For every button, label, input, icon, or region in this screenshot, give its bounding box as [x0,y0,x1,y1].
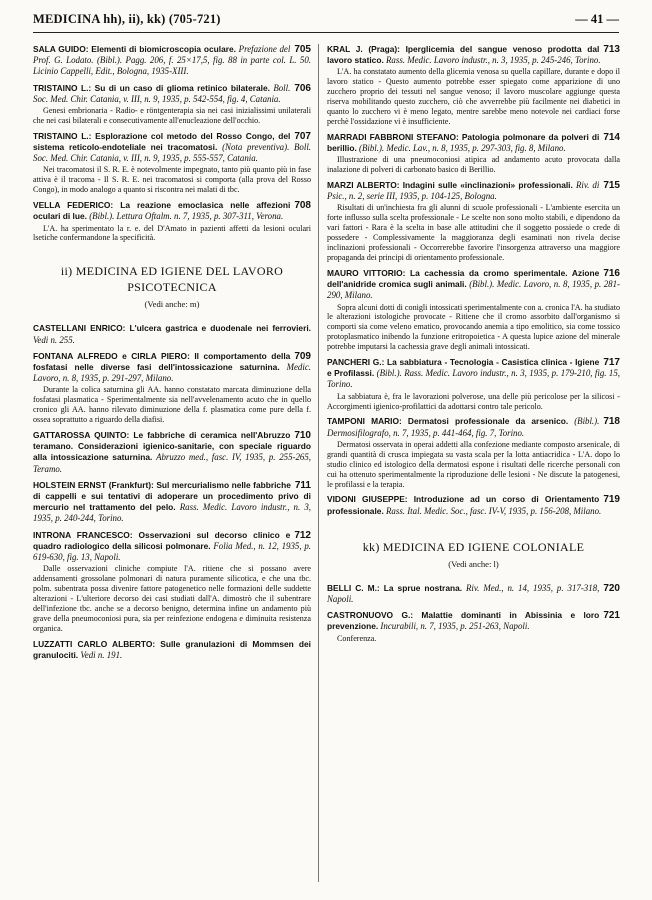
entry-title: TAMPONI MARIO: Dermatosi professionale da arsenico. [327,416,569,427]
entry-source: (Bibl.). Rass. Medic. Lavoro industr., n. 3, 1935, p. 179-210, fig. 15, Torino. [327,368,621,390]
section-heading-kk: kk) MEDICINA ED IGIENE COLONIALE [362,539,585,554]
bibliography-entry [327,610,620,643]
bibliography-entry [33,639,311,661]
entry-title: PANCHERI G.: La sabbiatura - Tecnologia - Casistica clinica - Igiene e Profilassi. [327,357,600,379]
bibliography-entry [33,131,311,195]
bibliography-entry [327,44,620,127]
bibliography-entry [33,530,311,634]
bibliography-entry [33,44,311,78]
page-header [33,12,619,32]
entry-title: FONTANA ALFREDO e CIRLA PIERO: Il comportamento della fosfatasi nelle diverse fasi dell'intossicazione saturnina. [33,350,291,372]
entry-title: INTRONA FRANCESCO: Osservazioni sul decorso clinico e quadro radiologico della silicosi polmonare. [33,529,291,551]
bibliography-entry [327,357,620,411]
bibliography-entry [327,583,620,605]
entry-title: HOLSTEIN ERNST (Frankfurt): Sul mercurialismo nelle fabbriche di cappelli e sui tentativi di adoperare un procedimento privo di mercurio nel trattamento del pelo. [33,479,311,513]
entry-source: Prefazione del Prof. G. Lodato. (Bibl.). Pagg. 206, f. 25×17,5, fig. 88 in parte col. L. 50. Licinio Cappelli, Edit., Bologna, 1935-XIII. [33,44,311,77]
right-entries-top [327,44,620,517]
header-rule [33,32,619,33]
entry-abstract: L'A. ha sperimentato la r. e. del D'Amato in pazienti affetti da lesioni oculari lsetiche confermandone la specificità. [33,223,311,243]
entry-number: 711 [294,479,311,491]
bibliography-entry [327,494,620,516]
bibliography-entry [33,351,311,425]
entry-source: Boll. Soc. Med. Chir. Catania, v. III, n. 9, 1935, p. 542-554, fig. 4, Catania. [33,82,291,104]
entry-number: 715 [603,180,620,192]
column-divider [318,44,319,882]
running-title: MEDICINA hh), ii), kk) (705-721) [33,12,221,26]
entry-source: Incurabili, n. 7, 1935, p. 251-263, Napoli. [380,621,530,632]
entry-title: BELLI C. M.: La sprue nostrana. [327,582,463,593]
section-see-also-ii: (Vedi anche: m) [144,299,200,310]
bibliography-entry [327,268,620,352]
entry-abstract: Nei tracomatosi il S. R. E. è notevolmente impegnato, tanto più quanto più in fase attiva è il tracoma - Il S. R. E. nei tracomatosi si comporta (alla prova del Rosso Congo), in modo analogo a quanto si riscontra nei malati di tbc. [33,165,311,195]
entry-number: 716 [603,267,620,279]
entry-number: 714 [603,131,620,143]
entry-title: CASTELLANI ENRICO: L'ulcera gastrica e duodenale nei ferrovieri. [33,323,311,334]
entry-title: LUZZATTI CARLO ALBERTO: Sulle granulazioni di Mommsen dei granulociti. [33,638,311,660]
entry-abstract: Conferenza. [337,633,377,643]
entry-source: (Bibl.). Medic. Lav., n. 8, 1935, p. 297-303, fig. 8, Milano. [359,143,566,154]
entry-title: TRISTAINO L.: Su di un caso di glioma retinico bilaterale. [33,82,270,93]
entry-title: TRISTAINO L.: Esplorazione col metodo del Rosso Congo, del sistema reticolo-endoteliale nei tracomatosi. [33,130,291,153]
entry-source: Medic. Lavoro, n. 8, 1935, p. 291-297, Milano. [33,361,311,384]
entry-number: 712 [294,529,311,541]
entry-source: Folia Med., n. 12, 1935, p. 619-630, fig. 13, Napoli. [33,540,312,563]
entry-number: 713 [603,44,620,55]
entry-title: CASTRONUOVO G.: Malattie dominanti in Abissinia e loro prevenzione. [327,610,600,632]
entry-source: (Bibl.). Medic. Lavoro, n. 8, 1935, p. 281-290, Milano. [327,279,621,301]
entry-number: 708 [294,200,311,212]
page-number: — 41 — [575,12,619,26]
entry-source: (Bibl.). Dermosifilografo, n. 7, 1935, p. 441-464, fig. 7, Torino. [327,416,600,438]
entry-abstract: La sabbiatura è, fra le lavorazioni polverose, una delle più pericolose per la silicosi - Accorgimenti igienico-profilattici da adottarsi contro tale pericolo. [327,391,620,411]
section-heading-ii-line1: ii) MEDICINA ED IGIENE DEL LAVORO [60,264,284,279]
bibliography-entry [327,416,620,489]
entry-number: 706 [294,82,311,94]
entry-title: SALA GUIDO: Elementi di biomicroscopia oculare. [33,44,236,54]
section-heading-ii [33,263,311,295]
entry-source: Riv. Med., n. 14, 1935, p. 317-318, Napoli. [327,582,600,605]
entry-source: Vedi n. 255. [33,334,75,345]
bibliography-entry [33,200,311,243]
entry-source: Vedi n. 191. [80,649,123,660]
entry-number: 720 [603,582,620,594]
entry-source: Rass. Medic. Lavoro industr., n. 3, 1935, p. 245-246, Torino. [386,55,601,66]
entry-number: 719 [603,494,620,506]
entry-number: 709 [294,350,311,362]
entry-number: 721 [603,610,620,622]
entry-number: 710 [294,430,311,442]
bibliography-entry [327,180,620,263]
left-entries-top [33,44,311,243]
entry-number: 705 [294,44,311,55]
entry-source: Rass. Ital. Medic. Soc., fasc. IV-V, 1935, p. 156-208, Milano. [386,505,602,516]
entry-title: GATTAROSSA QUINTO: Le fabbriche di ceramica nell'Abruzzo teramano. Considerazioni igienico-sanitarie, con speciale riguardo alla intossicazione saturnina. [33,430,311,463]
bibliography-entry [33,83,311,126]
right-column [327,44,620,649]
entry-source: Rass. Medic. Lavoro industr., n. 3, 1935, p. 240-244, Torino. [33,502,312,524]
entry-abstract: Sopra alcuni dotti di conigli intossicati sperimentalmente con a. cronica l'A. ha studiato le alterazioni istologiche provocate - Ritiene che il cromo assorbito dall'organismo si comporti sia come veleno ematico, provocando anemia a tipo emolitico, sia come tossico protoplasmatico inibendo la funzione eritropoietica - A questa lupice azione del minerale potrebbe imputarsi la cachessia grave degli animali intossicati. [327,302,620,352]
entry-title: VELLA FEDERICO: La reazione emoclasica nelle affezioni oculari di lue. [33,200,291,222]
bibliography-entry [33,480,311,525]
entry-abstract: L'A. ha constatato aumento della glicemia venosa su quella capillare, durante e dopo il lavoro statico - Questo aumento potrebbe esser spiegato come apparizione di uno zucchero proprio dei tessuti nel sangue venoso; il lavoro muscolare aggiunge questa riserva mobilitando questo zucchero, ciò che avverrebbe più facilmente nei diabetici in quanto lo zucchero vi è meno legato, mentre sarebbe meno notevole nei cardiaci forse perchè l'ossidazione vi è insufficiente. [327,67,620,126]
entry-title: MARZI ALBERTO: Indagini sulle «inclinazioni» professionali. [327,180,573,191]
bibliography-entry [33,430,311,475]
entry-number: 717 [603,357,620,369]
entry-abstract: Dermatosi osservata in operai addetti alla confezione mediante composto arsenicale, di grandi quantità di crusca impiegata su vasta scala per la lotta antiacridica - L'A. dopo lo studio clinico ed istologico della dermatosi espone i risultati delle ricerche personali con cui ha ottenuto sperimentalmente la riproduzione delle lesioni - Ne discute la patogenesi, le profilassi e la terapia. [327,439,620,489]
entry-source: (Bibl.). Lettura Oftalm. n. 7, 1935, p. 307-311, Verona. [89,211,284,222]
entry-title: MARRADI FABBRONI STEFANO: Patologia polmonare da polveri di berillio. [327,131,600,154]
entry-number: 718 [603,416,620,428]
entry-source: Abruzzo med., fasc. IV, 1935, p. 255-265, Teramo. [33,452,312,474]
bibliography-entry [33,323,311,345]
bibliography-entry [327,132,620,175]
entry-abstract: Dalle osservazioni cliniche compiute l'A. ritiene che si possano avere addensamenti grossolane polmonari di natura puramente silicotica, e che una tbc. polm. subentrata possa divenire fattore patogenetico nelle formazioni delle suddette alterazioni - L'ulteriore decorso dei casi studiati dall'A. dimostrò che il subentrare dell'infezione tbc. anche se a decorso benigno, determina infine un andamento più grave della pneumoconiosi pura, sia per reinfezione endogena e diminuita resistenza organica. [33,564,311,633]
entry-abstract: Risultati di un'inchiesta fra gli alunni di scuole professionali - L'ambiente esercita un forte influsso sulla scelta professionale - Le scelte non sono molto stabili, e dipendono da vari fattori - Rara è la scelta in base alle attitudini che il soggetto possiede o crede di possedere - Complessivamente la maggioranza degli esaminati non rivela decise inclinazioni professionali - Occorrerebbe favorire l'insorgenza attraverso una maggiore propaganda dei principi di orientamento professionale. [327,203,620,262]
entry-number: 707 [294,130,311,142]
left-entries-bottom [33,323,311,661]
left-column [33,44,311,666]
entry-abstract: Durante la colica saturnina gli AA. hanno constatato marcata diminuzione della fosfatasi plasmatica - Sperimentalmente sia nell'avvelenamento acuto che in quello cronico gli AA. hanno rilevato diminuzione della f. plasmatica come pure della f. ossea soprattutto a riguardo della diafisi. [33,385,311,425]
entry-abstract: Genesi embrionaria - Radio- e röntgenterapia sia nei casi inizialissimi unilaterali che nei casi bilaterali e consecutivamente all'enucleazione dell'occhio. [33,106,311,125]
right-entries-bottom [327,583,620,644]
entry-source: (Nota preventiva). Boll. Soc. Med. Chir. Catania, v. III, n. 9, 1935, p. 555-557, Catania. [33,142,312,164]
section-see-also-kk: (Vedi anche: l) [448,558,499,569]
entry-title: MAURO VITTORIO: La cachessia da cromo sperimentale. Azione dell'anidride cromica sugli animali. [327,267,600,290]
entry-title: VIDONI GIUSEPPE: Introduzione ad un corso di Orientamento professionale. [327,494,600,516]
entry-abstract: Illustrazione di una pneumoconiosi atipica ad andamento acuto provocata dalla inalazione di polveri di carbonato basico di Berillio. [327,155,620,175]
entry-title: KRAL J. (Praga): Iperglicemia del sangue venoso prodotta dal lavoro statico. [327,44,600,66]
section-heading-ii-line2: PSICOTECNICA [127,280,217,295]
entry-source: Riv. di Psic., n. 2, serie III, 1935, p. 104-125, Bologna. [327,180,600,202]
